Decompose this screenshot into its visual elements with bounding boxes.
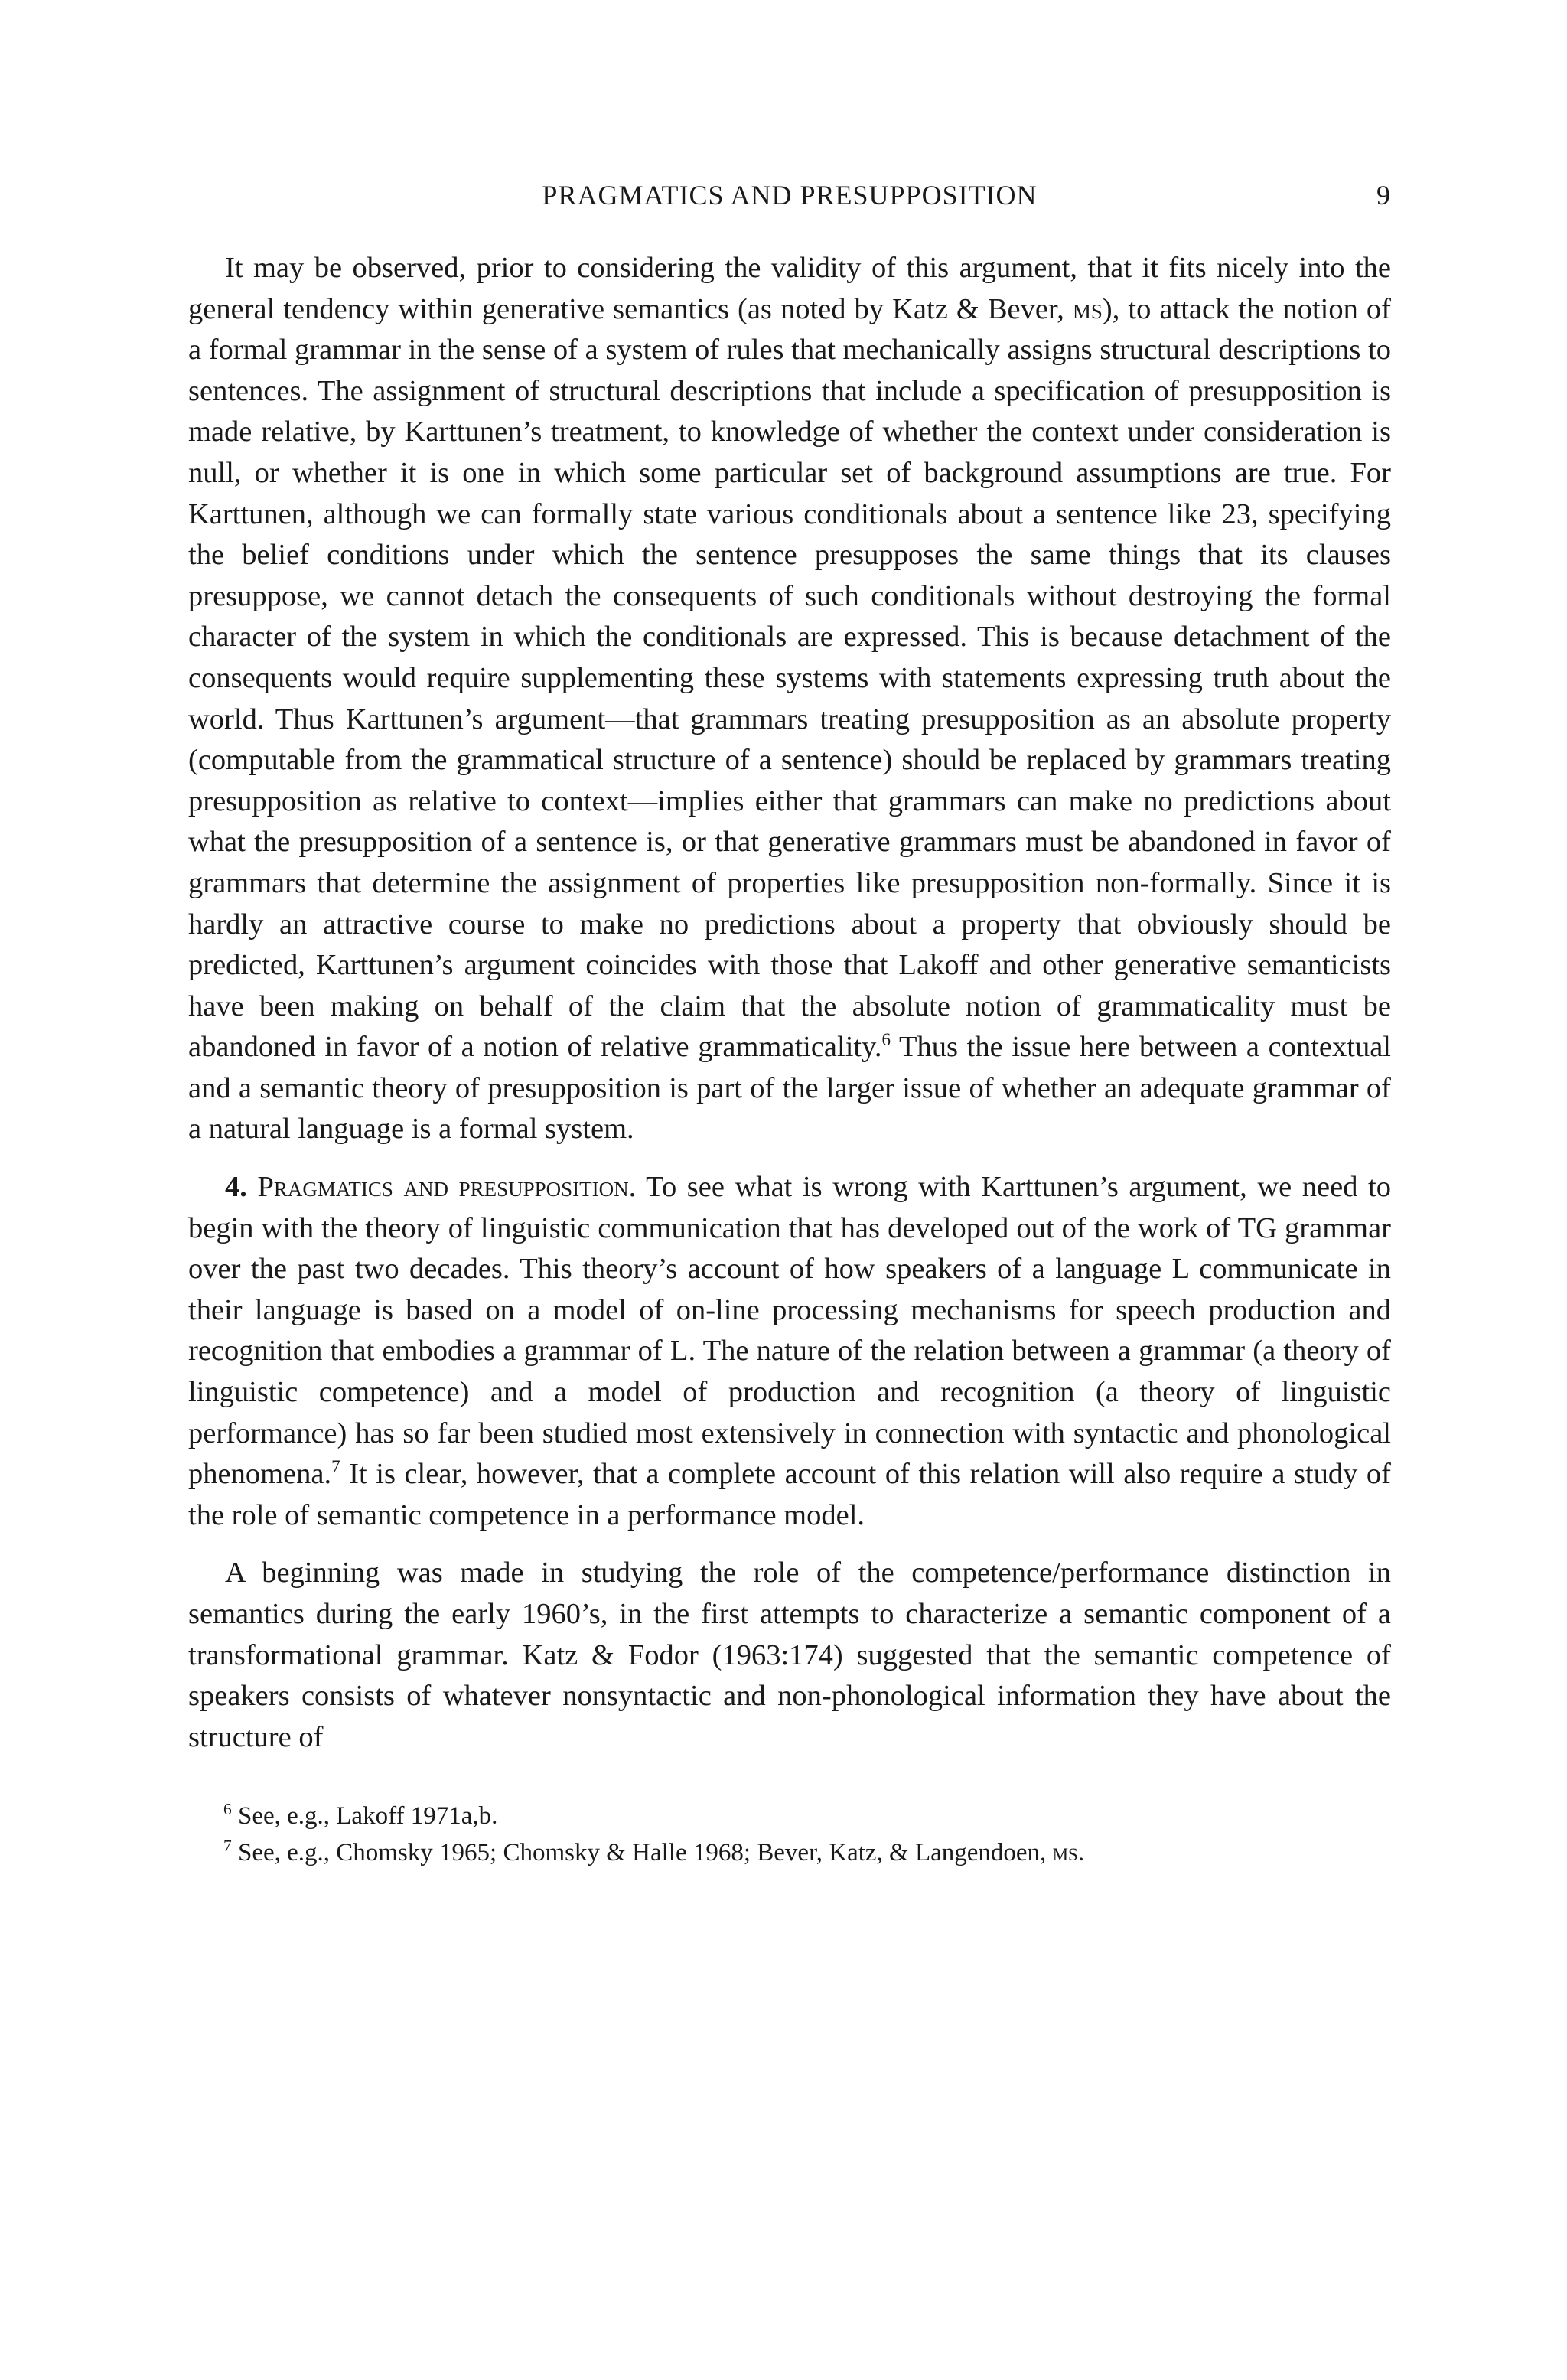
- section-number: 4.: [225, 1171, 247, 1204]
- body-text: [188, 248, 1391, 1758]
- paragraph-2: [188, 1167, 1391, 1536]
- manuscript-abbrev: ms: [1072, 292, 1103, 325]
- footnote-text: See, e.g., Lakoff 1971a,b.: [231, 1802, 498, 1831]
- paragraph-1-text-b: ), to attack the notion of a formal grammar in the sense of a system of rules that mechanically assigns structural descriptions to sentences. The assignment of structural descriptions that include a specification of presupposition is made relative, by Karttunen’s treatment, to knowledge of whether the context under consideration is null, or whether it is one in which some particular set of background assumptions are true. For Karttunen, although we can formally state various conditionals about a sentence like 23, specifying the belief conditions under which the sentence presupposes the same things that its clauses presuppose, we cannot detach the consequents of such conditionals without destroying the formal character of the system in which the conditionals are expressed. This is because detachment of the consequents would require supplementing these systems with statements expressing truth about the world. Thus Karttunen’s argument—that grammars treating presupposition as an absolute property (computable from the grammatical structure of a sentence) should be replaced by grammars treating presupposition as relative to context—implies either that grammars can make no predictions about what the presupposition of a sentence is, or that generative grammars must be abandoned in favor of grammars that determine the assignment of properties like presupposition non-formally. Since it is hardly an attractive course to make no predictions about a property that obviously should be predicted, Karttunen’s argument coincides with those that Lakoff and other generative semanticists have been making on behalf of the claim that the absolute notion of grammaticality must be abandoned in favor of a notion of relative grammaticality.: [188, 292, 1391, 1064]
- paragraph-3: [188, 1553, 1391, 1758]
- paragraph-2-text-b: It is clear, however, that a complete account of this relation will also require a study of the role of semantic competence in a performance model.: [188, 1458, 1391, 1531]
- footnote-mark: 7: [223, 1837, 232, 1856]
- paragraph-3-text: A beginning was made in studying the role of the competence/performance distinction in semantics during the early 1960’s, in the first attempts to characterize a semantic component of a transformational grammar. Katz & Fodor (1963:174) suggested that the semantic competence of speakers consists of whatever nonsyntactic and non-phonological information they have about the structure of: [188, 1557, 1391, 1753]
- footnote-7: [188, 1834, 1391, 1871]
- paragraph-1-text-c: Thus the issue here between a contextual and a semantic theory of presupposition is part of the larger issue of whether an adequate grammar of a natural language is a formal system.: [188, 1031, 1391, 1146]
- paragraph-1-text-a: It may be observed, prior to considering the validity of this argument, that it fits nicely into the general tendency within generative semantics (as noted by Katz & Bever,: [188, 252, 1391, 325]
- running-title: PRAGMATICS AND PRESUPPOSITION: [542, 180, 1038, 210]
- footnotes: [188, 1798, 1391, 1871]
- page-number: 9: [1376, 180, 1391, 210]
- footnote-text: See, e.g., Chomsky 1965; Chomsky & Halle 1968; Bever, Katz, & Langendoen,: [231, 1839, 1053, 1867]
- paragraph-1: [188, 248, 1391, 1150]
- section-title: Pragmatics and presupposition.: [257, 1171, 637, 1204]
- paragraph-2-text-a: To see what is wrong with Karttunen’s argument, we need to begin with the theory of linguistic communication that has developed out of the work of TG grammar over the past two decades. This theory’s account of how speakers of a language L communicate in their language is based on a model of on-line processing mechanisms for speech production and recognition that embodies a grammar of L. The nature of the relation between a grammar (a theory of linguistic competence) and a model of production and recognition (a theory of linguistic performance) has so far been studied most extensively in connection with syntactic and phonological phenomena.: [188, 1171, 1391, 1491]
- footnote-text-end: .: [1077, 1839, 1085, 1867]
- footnote-ref-7: 7: [331, 1456, 340, 1477]
- footnote-ref-6: 6: [881, 1029, 891, 1050]
- footnote-mark: 6: [223, 1800, 232, 1819]
- journal-page: [188, 179, 1391, 1871]
- manuscript-abbrev: ms: [1052, 1839, 1078, 1867]
- footnote-6: [188, 1798, 1391, 1834]
- running-head: [188, 179, 1391, 225]
